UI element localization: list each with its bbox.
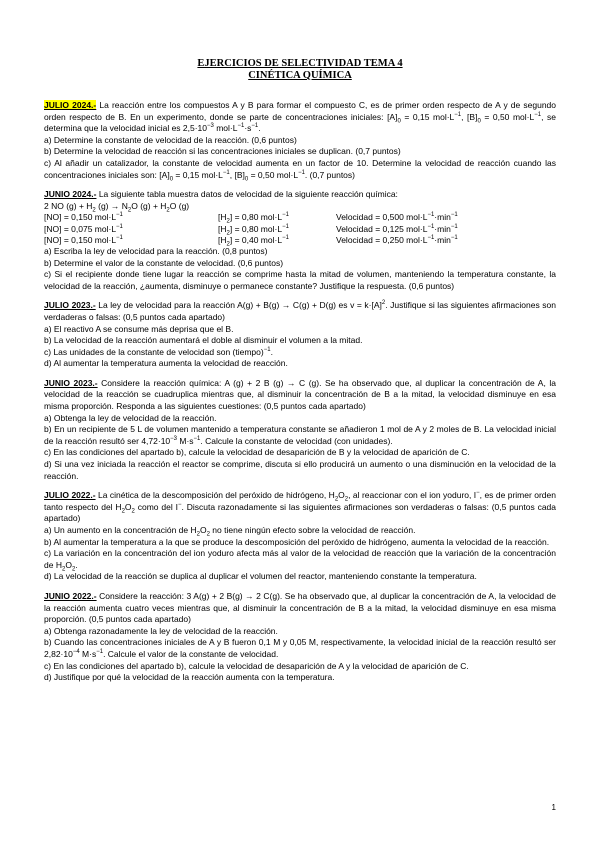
exercise-intro: JUNIO 2023.- Considere la reacción química: A (g) + 2 B (g) → C (g). Se ha observado que, al duplicar la concentración de A, la velocidad de la reacción se cuadruplica mientras que, al disminuir la concentración de B a la mitad, la velocidad disminuye en esa misma proporción. Responda a las siguientes cuestiones: (0,5 puntos cada apartado) (44, 377, 556, 412)
question-a: a) Determine la constante de velocidad de la reacción. (0,6 puntos) (44, 134, 297, 145)
question-a: a) Obtenga la ley de velocidad de la reacción. (44, 412, 217, 423)
question-a: a) Escriba la ley de velocidad para la reacción. (0,8 puntos) (44, 245, 268, 256)
question-d: d) Justifique por qué la velocidad de la reacción aumenta con la temperatura. (44, 672, 335, 683)
exercise-header: JUNIO 2022.- (44, 590, 97, 601)
exercise-header: JULIO 2023.- (44, 300, 96, 311)
question-c: c) La variación en la concentración del ion yoduro afecta más al valor de la velocidad de reacción que la variación de la concentración de $H_2O_2$. (44, 548, 556, 573)
page-number: 1 (551, 803, 556, 812)
exercise-junio-2024 (44, 189, 556, 292)
exercise-julio-2024 (44, 100, 556, 181)
exercise-header: JUNIO 2024.- (44, 189, 97, 200)
question-d: d) Al aumentar la temperatura aumenta la velocidad de reacción. (44, 358, 288, 369)
exercise-intro: JULIO 2023.- La ley de velocidad para la reacción A(g) + B(g) → C(g) + D(g) es $v = k\cdot[A]^2$. Justifique si las siguientes afirmaciones son verdaderas o falsas: (0,5 puntos cada apartado) (44, 300, 556, 322)
exercise-header: JUNIO 2023.- (44, 377, 98, 388)
rate-value: Velocidad = 0,250 $mol\cdot L^{-1}\cdot\min^{-1}$ (336, 234, 458, 245)
table-row (44, 235, 458, 246)
question-a: a) Obtenga razonadamente la ley de velocidad de la reacción. (44, 625, 278, 636)
question-b: b) En un recipiente de 5 L de volumen mantenido a temperatura constante se añadieron 1 mol de A y 2 moles de B. La velocidad inicial de la reacción resultó ser $4,72\cdot 10^{-3}$ $M\cdot s^{-1}$. Calcule la constante de velocidad (con unidades). (44, 424, 556, 446)
question-b: b) La velocidad de la reacción aumentará el doble al disminuir el volumen a la mitad. (44, 335, 363, 346)
question-b: b) Determine la velocidad de reacción si las concentraciones iniciales se duplican. (0,7 puntos) (44, 146, 401, 157)
exercise-julio-2022 (44, 490, 556, 583)
table-row (44, 212, 458, 223)
question-a: a) El reactivo A se consume más deprisa que el B. (44, 323, 234, 334)
exercise-junio-2023 (44, 378, 556, 482)
exercise-intro: JUNIO 2022.- Considere la reacción: 3 A(g) + 2 B(g) → 2 C(g). Se ha observado que, al duplicar la concentración de A, la velocidad de la reacción aumenta cuatro veces mientras que, al disminuir la concentración de B a la mitad, la velocidad disminuye en esa misma proporción. (0,5 puntos cada apartado) (44, 590, 556, 625)
question-b: b) Determine el valor de la constante de velocidad. (0,6 puntos) (44, 257, 284, 268)
question-b: b) Cuando las concentraciones iniciales de A y B fueron 0,1 M y 0,05 M, respectivamente, la velocidad inicial de la reacción resultó ser $2,82\cdot 10^{-4}$ $M\cdot s^{-1}$. Calcule el valor de la constante de velocidad. (44, 637, 556, 659)
exercise-header: JULIO 2022.- (44, 490, 96, 501)
question-a: a) Un aumento en la concentración de $H_2O_2$ no tiene ningún efecto sobre la velocidad de reacción. (44, 525, 416, 538)
question-c: c) En las condiciones del apartado b), calcule la velocidad de desaparición de B y la velocidad de aparición de C. (44, 447, 470, 458)
question-d: d) La velocidad de la reacción se duplica al duplicar el volumen del reactor, manteniendo constante la temperatura. (44, 571, 477, 582)
question-d: d) Si una vez iniciada la reacción el reactor se comprime, discuta si ello producirá un aumento o una disminución en la velocidad de la reacción. (44, 459, 556, 481)
h2-concentration: $[H_2] = 0,80$ $mol\cdot L^{-1}$ (218, 223, 289, 237)
exercise-intro: JUNIO 2024.- La siguiente tabla muestra datos de velocidad de la siguiente reacción química: (44, 189, 398, 200)
no-concentration: [NO] = 0,150 $mol\cdot L^{-1}$ (44, 234, 123, 245)
rate-data-table (44, 212, 458, 246)
reaction-equation: 2 NO $(g) + H_2$ $(g) \to N_2O$ $(g) + H_2O$ (g) (44, 200, 190, 214)
exercise-intro: JULIO 2024.- La reacción entre los compuestos A y B para formar el compuesto C, es de primer orden respecto de A y de segundo orden respecto de B. En un experimento, donde se parte de concentraciones iniciales: $[A]_0 = 0,15$ $mol\cdot L^{-1}$, $[B]_0 = 0,50$ $mol\cdot L^{-1}$, se determina que la velocidad inicial es $2,5\cdot 10^{-3}$ $mol\cdot L^{-1}\cdot s^{-1}$. (44, 100, 557, 134)
exercise-junio-2022 (44, 591, 556, 684)
question-c: c) Las unidades de la constante de velocidad son (tiempo)$^{-1}$. (44, 346, 273, 357)
question-c: c) Al añadir un catalizador, la constante de velocidad aumenta en un factor de 10. Determine la velocidad de reacción cuando las concentraciones iniciales son: $[A]_0 = 0,15$ $mol\cdot L^{-1}$, $[B]_0 = 0,50$ $mol\cdot L^{-1}$. (0,7 puntos) (44, 157, 556, 183)
title-line-2: CINÉTICA QUÍMICA (248, 70, 352, 81)
exercise-julio-2023 (44, 300, 556, 370)
h2-concentration: $[H_2] = 0,80$ $mol\cdot L^{-1}$ (218, 212, 289, 226)
question-c: c) En las condiciones del apartado b), calcule la velocidad de desaparición de A y la velocidad de aparición de C. (44, 660, 469, 671)
h2-concentration: $[H_2] = 0,40$ $mol\cdot L^{-1}$ (218, 234, 289, 248)
table-row (44, 224, 458, 235)
question-b: b) Al aumentar la temperatura a la que se produce la descomposición del peróxido de hidrógeno, aumenta la velocidad de la reacción. (44, 536, 550, 547)
no-concentration: [NO] = 0,075 $mol\cdot L^{-1}$ (44, 223, 123, 234)
no-concentration: [NO] = 0,150 $mol\cdot L^{-1}$ (44, 212, 123, 223)
question-c: c) Si el recipiente donde tiene lugar la reacción se comprime hasta la mitad de volumen, manteniendo la temperatura constante, la velocidad de la reacción, ¿aumenta, disminuye o permanece constante? Justifique la respuesta. (0,6 puntos) (44, 269, 556, 291)
rate-value: Velocidad = 0,500 $mol\cdot L^{-1}\cdot\min^{-1}$ (336, 212, 458, 223)
document-title (44, 58, 556, 82)
title-line-1: EJERCICIOS DE SELECTIVIDAD TEMA 4 (197, 58, 403, 69)
document-page (44, 58, 556, 684)
exercise-intro: JULIO 2022.- La cinética de la descomposición del peróxido de hidrógeno, $H_2O_2$, al reaccionar con el ion yoduro, I−, es de primer orden tanto respecto del $H_2O_2$ como del I−. Discuta razonadamente si las siguientes afirmaciones son verdaderas o falsas: (0,5 puntos cada apartado) (44, 490, 557, 524)
exercise-header: JULIO 2024.- (44, 100, 97, 110)
rate-value: Velocidad = 0,125 $mol\cdot L^{-1}\cdot\min^{-1}$ (336, 223, 458, 234)
